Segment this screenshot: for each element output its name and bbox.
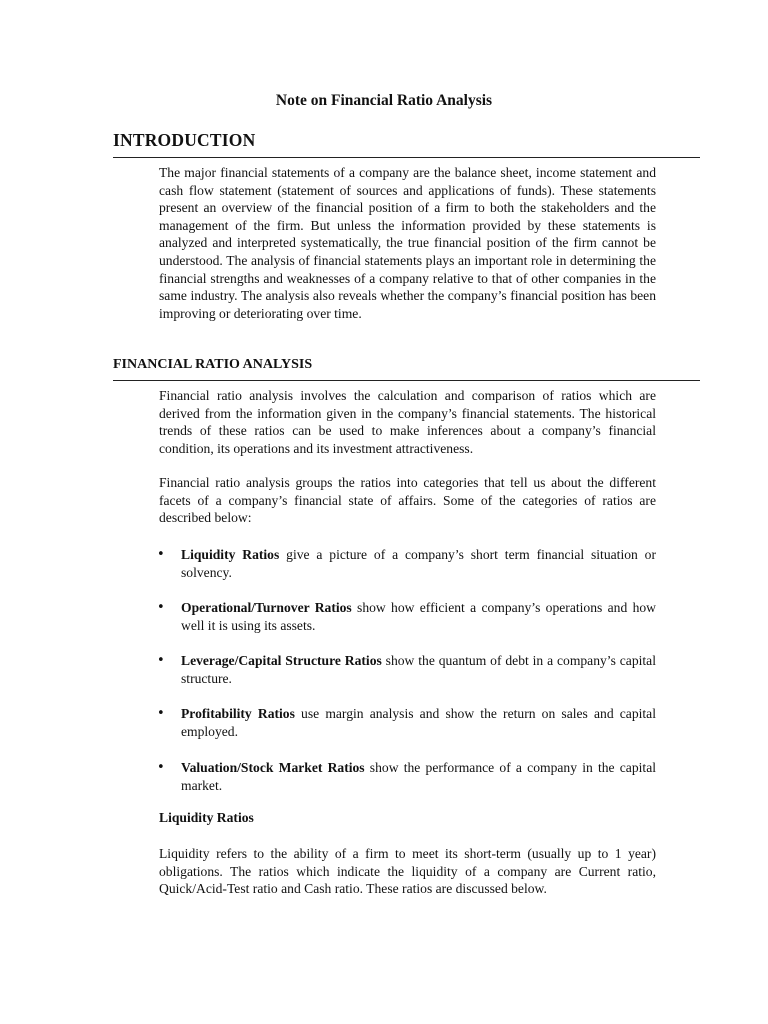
ratio-category-liquidity bbox=[157, 546, 656, 581]
bullet-icon: • bbox=[157, 706, 165, 721]
ratio-category-valuation-stock-market bbox=[157, 759, 656, 794]
ratio-category-description: use margin analysis and show the return on sales and capital employed. bbox=[181, 706, 656, 739]
ratio-category-text bbox=[181, 705, 656, 740]
financial-ratio-analysis-paragraph-1: Financial ratio analysis involves the calculation and comparison of ratios which are derived from the information given in the company’s financial statements. The historical trends of these ratios can be used to make inferences about a company’s financial condition, its operations and its investment attractiveness. bbox=[159, 388, 656, 456]
liquidity-ratios-heading: Liquidity Ratios bbox=[159, 810, 254, 825]
bullet-icon: • bbox=[157, 653, 165, 668]
ratio-category-description: show the performance of a company in the capital market. bbox=[181, 760, 656, 793]
ratio-category-text bbox=[181, 546, 656, 581]
ratio-category-term: Leverage/Capital Structure Ratios bbox=[181, 653, 382, 668]
introduction-heading: INTRODUCTION bbox=[113, 130, 256, 150]
document-title: Note on Financial Ratio Analysis bbox=[275, 92, 493, 109]
liquidity-ratios-paragraph: Liquidity refers to the ability of a firm to meet its short-term (usually up to 1 year) obligations. The ratios which indicate the liquidity of a company are Current ratio, Quick/Acid-Test ratio and Cash ratio. These ratios are discussed below. bbox=[159, 846, 656, 897]
introduction-paragraph: The major financial statements of a company are the balance sheet, income statement and cash flow statement (statement of sources and applications of funds). These statements present an overview of the financial position of a firm to both the stakeholders and the management of the firm. But unless the information provided by these statements is analyzed and interpreted systematically, the true financial position of the firm cannot be understood. The analysis of financial statements plays an important role in determining the financial strengths and weaknesses of a company relative to that of other companies in the same industry. The analysis also reveals whether the company’s financial position has been improving or deteriorating over time. bbox=[159, 165, 656, 321]
introduction-divider bbox=[113, 157, 700, 158]
ratio-category-profitability bbox=[157, 705, 656, 740]
ratio-category-text bbox=[181, 599, 656, 634]
ratio-category-term: Profitability Ratios bbox=[181, 706, 295, 721]
ratio-category-operational-turnover bbox=[157, 599, 656, 634]
ratio-category-description: give a picture of a company’s short term financial situation or solvency. bbox=[181, 547, 657, 580]
ratio-category-text bbox=[181, 759, 656, 794]
bullet-icon: • bbox=[157, 600, 165, 615]
ratio-category-text bbox=[181, 652, 656, 687]
bullet-icon: • bbox=[157, 760, 165, 775]
ratio-category-leverage-capital-structure bbox=[157, 652, 656, 687]
bullet-icon: • bbox=[157, 547, 165, 562]
ratio-category-description: show the quantum of debt in a company’s capital structure. bbox=[181, 653, 656, 686]
ratio-category-term: Valuation/Stock Market Ratios bbox=[181, 760, 365, 775]
financial-ratio-analysis-paragraph-2: Financial ratio analysis groups the ratios into categories that tell us about the different facets of a company’s financial state of affairs. Some of the categories of ratios are described below: bbox=[159, 475, 656, 526]
financial-ratio-analysis-divider bbox=[113, 380, 700, 381]
ratio-category-term: Liquidity Ratios bbox=[181, 547, 280, 562]
ratio-category-description: show how efficient a company’s operations and how well it is using its assets. bbox=[181, 600, 656, 633]
ratio-category-term: Operational/Turnover Ratios bbox=[181, 600, 352, 615]
financial-ratio-analysis-heading: FINANCIAL RATIO ANALYSIS bbox=[113, 357, 313, 372]
